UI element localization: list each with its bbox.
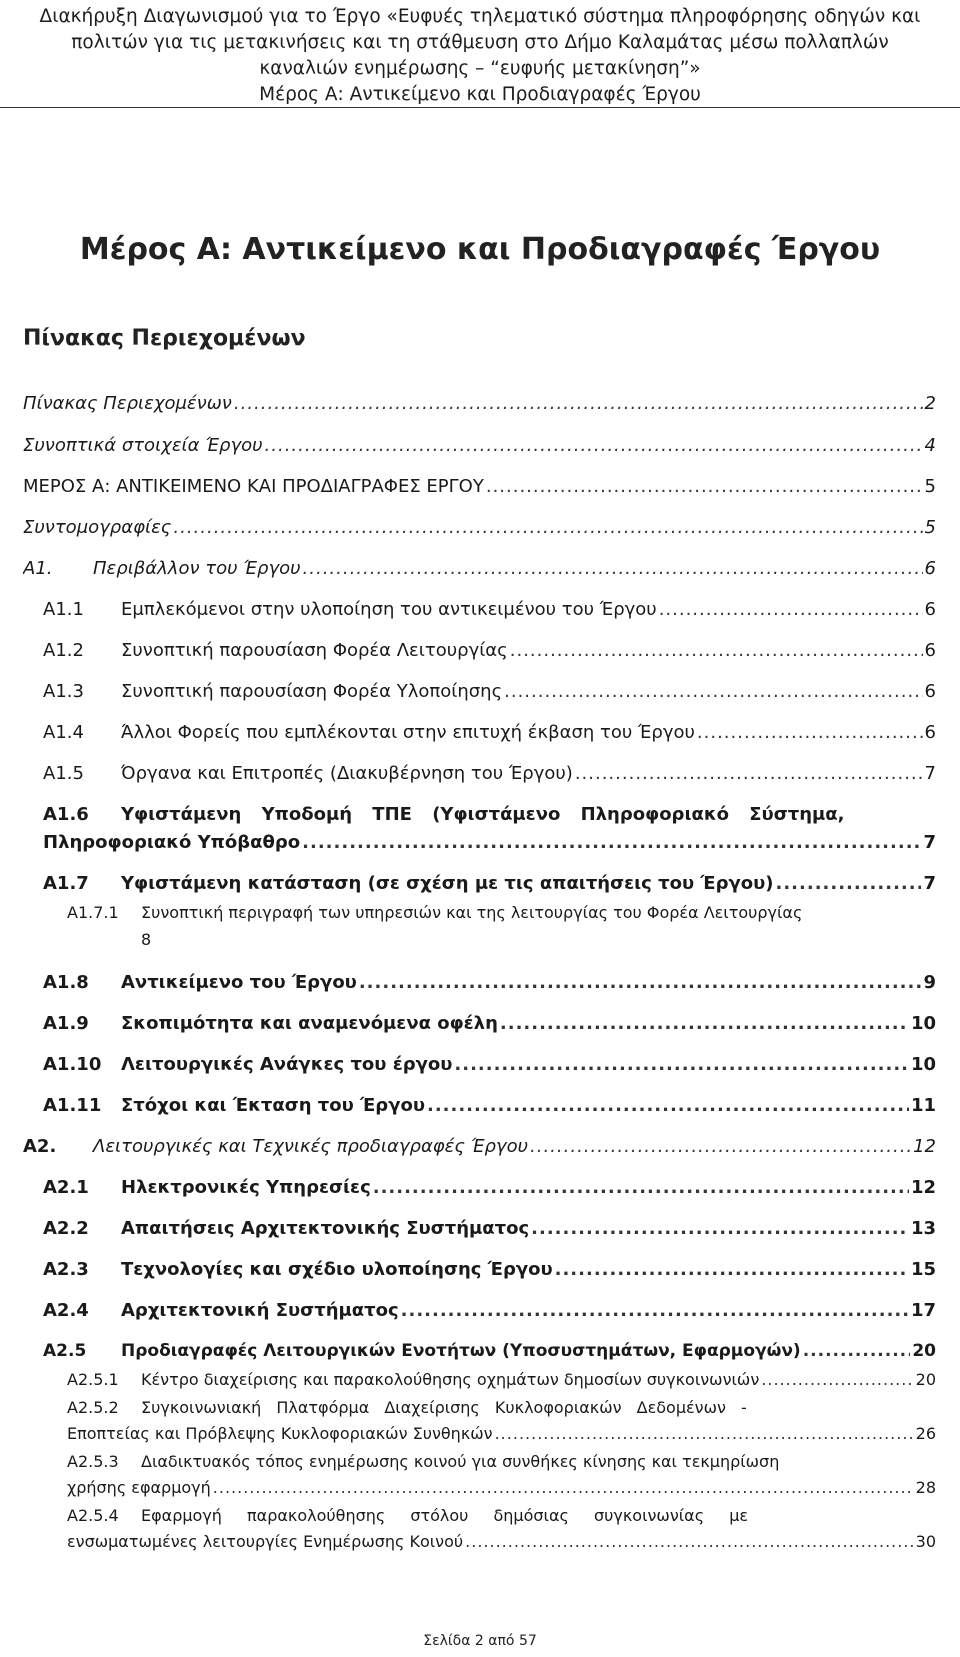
- toc-entry-text: Περιβάλλον του Έργου: [93, 558, 301, 579]
- toc-page-number: 30: [915, 1532, 936, 1551]
- toc-leader: [359, 972, 922, 993]
- toc-entry[interactable]: [23, 763, 936, 789]
- toc-entry-text: Συνοπτική παρουσίαση Φορέα Λειτουργίας: [121, 640, 508, 661]
- toc-leader: [465, 1532, 913, 1551]
- toc-leader: [265, 435, 923, 456]
- toc-leader: [302, 832, 921, 853]
- toc-page-number: 6: [924, 681, 936, 702]
- toc-page-number: 6: [924, 640, 936, 661]
- toc-entry-number: Α1.7: [43, 873, 89, 894]
- toc-entry[interactable]: [23, 1095, 936, 1121]
- toc-page-number: 6: [924, 599, 936, 620]
- toc-entry-text: Ηλεκτρονικές Υπηρεσίες: [121, 1177, 371, 1198]
- toc-page-number: 28: [915, 1478, 936, 1497]
- toc-entry[interactable]: [23, 1259, 936, 1285]
- toc-leader: [575, 763, 923, 784]
- toc-entry[interactable]: [23, 804, 936, 830]
- toc-leader: [213, 1478, 914, 1497]
- toc-entry-number: Α2.5.3: [67, 1452, 119, 1471]
- toc-entry[interactable]: [23, 1218, 936, 1244]
- toc-entry-text: χρήσης εφαρμογή: [67, 1478, 211, 1497]
- toc-entry-number: Α1.: [23, 558, 53, 579]
- toc-entry-text: Απαιτήσεις Αρχιτεκτονικής Συστήματος: [121, 1218, 530, 1239]
- toc-entry-number: Α1.9: [43, 1013, 89, 1034]
- toc-entry-text: Υφιστάμενη Υποδομή ΤΠΕ (Υφιστάμενο Πληροφοριακό Σύστημα,: [121, 804, 845, 825]
- toc-entry-text: Πληροφοριακό Υπόβαθρο: [43, 832, 301, 853]
- toc-entry[interactable]: [23, 1177, 936, 1203]
- toc-leader: [500, 1013, 909, 1034]
- toc-leader: [555, 1259, 909, 1280]
- toc-entry-continuation[interactable]: [23, 1478, 936, 1504]
- toc-entry[interactable]: [23, 903, 936, 929]
- toc-entry[interactable]: [23, 599, 936, 625]
- toc-entry-number: Α2.: [23, 1136, 57, 1157]
- toc-entry-number: Α2.5.2: [67, 1398, 119, 1417]
- toc-entry-continuation[interactable]: [23, 1424, 936, 1450]
- toc-leader: [530, 1136, 911, 1157]
- toc-entry-text: Συντομογραφίες: [23, 517, 172, 538]
- toc-entry[interactable]: [23, 1054, 936, 1080]
- toc-leader: [697, 722, 923, 743]
- toc-leader: [401, 1300, 909, 1321]
- toc-entry[interactable]: [23, 1398, 936, 1424]
- toc-page-number: 10: [910, 1054, 936, 1075]
- toc-entry-text: Διαδικτυακός τόπος ενημέρωσης κοινού για συνθήκες κίνησης και τεκμηρίωση: [141, 1452, 780, 1471]
- toc-leader: [373, 1177, 909, 1198]
- toc-entry-number: Α1.7.1: [67, 903, 119, 922]
- toc-page-number: 6: [924, 558, 936, 579]
- toc-entry-number: Α2.1: [43, 1177, 89, 1198]
- toc-leader: [486, 476, 923, 497]
- toc-page-number: 9: [923, 972, 936, 993]
- toc-leader: [659, 599, 923, 620]
- toc-leader: [504, 681, 922, 702]
- toc-page-number: 6: [924, 722, 936, 743]
- toc-entry[interactable]: [23, 1506, 936, 1532]
- toc-entry[interactable]: [23, 558, 936, 584]
- toc-leader: [427, 1095, 909, 1116]
- toc-entry[interactable]: [23, 1300, 936, 1326]
- toc-page-number: 13: [910, 1218, 936, 1239]
- toc-entry-text: Αντικείμενο του Έργου: [121, 972, 357, 993]
- toc-page-number: 5: [924, 476, 936, 497]
- toc-page-number[interactable]: 8: [141, 930, 152, 949]
- toc-entry[interactable]: [23, 873, 936, 899]
- toc-leader: [173, 517, 922, 538]
- toc-entry-number: Α1.2: [43, 640, 84, 661]
- toc-entry-text: Κέντρο διαχείρισης και παρακολούθησης οχημάτων δημοσίων συγκοινωνιών: [141, 1370, 760, 1389]
- toc-entry-text: Εφαρμογή παρακολούθησης στόλου δημόσιας συγκοινωνίας με: [141, 1506, 749, 1525]
- toc-entry-number: Α2.3: [43, 1259, 89, 1280]
- toc-entry-number: Α1.8: [43, 972, 89, 993]
- toc-page-number: 20: [915, 1370, 936, 1389]
- toc-entry-text: Πίνακας Περιεχομένων: [23, 393, 232, 414]
- toc-entry[interactable]: [23, 722, 936, 748]
- toc-entry-number: Α2.5.4: [67, 1506, 119, 1525]
- toc-entry-text: Συγκοινωνιακή Πλατφόρμα Διαχείρισης Κυκλοφοριακών Δεδομένων -: [141, 1398, 747, 1417]
- toc-entry[interactable]: [23, 1452, 936, 1478]
- toc-entry-text: Όργανα και Επιτροπές (Διακυβέρνηση του Έργου): [121, 763, 573, 784]
- toc-entry[interactable]: [23, 435, 936, 461]
- header-line-4: Μέρος Α: Αντικείμενο και Προδιαγραφές Έργου: [259, 84, 701, 105]
- toc-entry-text: Λειτουργικές και Τεχνικές προδιαγραφές Έργου: [93, 1136, 529, 1157]
- toc-page-number: 11: [910, 1095, 936, 1116]
- toc-entry-text: Υφιστάμενη κατάσταση (σε σχέση με τις απαιτήσεις του Έργου): [121, 873, 774, 894]
- toc-page-number: 2: [924, 393, 936, 414]
- toc-entry-number: Α2.2: [43, 1218, 89, 1239]
- toc-entry-number: Α1.10: [43, 1054, 102, 1075]
- toc-page-number: 7: [923, 873, 936, 894]
- toc-page-number: 12: [910, 1177, 936, 1198]
- toc-page-number: 26: [915, 1424, 936, 1443]
- toc-entry-continuation[interactable]: [23, 832, 936, 858]
- toc-entry-continuation[interactable]: [23, 1532, 936, 1558]
- toc-entry-text: Συνοπτική περιγραφή των υπηρεσιών και της λειτουργίας του Φορέα Λειτουργίας: [141, 903, 803, 922]
- toc-entry[interactable]: [23, 1013, 936, 1039]
- toc-entry[interactable]: [23, 393, 936, 419]
- page-footer: Σελίδα 2 από 57: [423, 1633, 537, 1649]
- toc-entry-text: Εποπτείας και Πρόβλεψης Κυκλοφοριακών Συνθηκών: [67, 1424, 493, 1443]
- toc-entry-text: Σκοπιμότητα και αναμενόμενα οφέλη: [121, 1013, 498, 1034]
- toc-leader: [761, 1370, 913, 1389]
- toc-entry-text: Συνοπτική παρουσίαση Φορέα Υλοποίησης: [121, 681, 503, 702]
- toc-leader: [495, 1424, 914, 1443]
- toc-entry-number: Α1.4: [43, 722, 84, 743]
- toc-entry-text: Στόχοι και Έκταση του Έργου: [121, 1095, 425, 1116]
- toc-entry-number: Α2.5: [43, 1341, 87, 1361]
- toc-leader: [454, 1054, 909, 1075]
- toc-entry[interactable]: [23, 681, 936, 707]
- toc-entry-number: Α2.4: [43, 1300, 89, 1321]
- toc-entry-number: Α1.1: [43, 599, 84, 620]
- document-header: [0, 0, 960, 108]
- toc-entry-number: Α1.11: [43, 1095, 102, 1116]
- toc-leader: [234, 393, 923, 414]
- toc-page-number: 17: [910, 1300, 936, 1321]
- header-line-1: Διακήρυξη Διαγωνισμού για το Έργο «Ευφυές τηλεματικό σύστημα πληροφόρησης οδηγών και: [39, 6, 921, 27]
- toc-page-number: 20: [912, 1341, 936, 1361]
- toc-page-number: 10: [910, 1013, 936, 1034]
- toc-entry-text: Προδιαγραφές Λειτουργικών Ενοτήτων (Υποσυστημάτων, Εφαρμογών): [121, 1341, 801, 1361]
- toc-entry-number: Α1.5: [43, 763, 84, 784]
- toc-entry[interactable]: [23, 640, 936, 666]
- page-title: Μέρος Α: Αντικείμενο και Προδιαγραφές Έργου: [79, 232, 881, 267]
- toc-leader: [303, 558, 923, 579]
- toc-entry[interactable]: [23, 476, 936, 502]
- toc-page-number: 7: [924, 763, 936, 784]
- toc-page-number: 15: [910, 1259, 936, 1280]
- toc-entry[interactable]: [23, 517, 936, 543]
- toc-entry[interactable]: [23, 972, 936, 998]
- toc-page-number: 5: [924, 517, 936, 538]
- toc-entry[interactable]: [23, 1136, 936, 1162]
- toc-leader: [803, 1341, 911, 1361]
- toc-page-number: 7: [923, 832, 936, 853]
- toc-entry-text: Συνοπτικά στοιχεία Έργου: [23, 435, 263, 456]
- toc-entry[interactable]: [23, 1341, 936, 1367]
- toc-entry-text: Λειτουργικές Ανάγκες του έργου: [121, 1054, 453, 1075]
- toc-leader: [776, 873, 922, 894]
- header-line-3: καναλιών ενημέρωσης – “ευφυής μετακίνηση”»: [259, 58, 701, 79]
- header-divider: [0, 107, 960, 108]
- toc-entry-text: Εμπλεκόμενοι στην υλοποίηση του αντικειμένου του Έργου: [121, 599, 657, 620]
- header-line-2: πολιτών για τις μετακινήσεις και τη στάθμευση στο Δήμο Καλαμάτας μέσω πολλαπλών: [71, 32, 889, 53]
- toc-entry-number: Α2.5.1: [67, 1370, 119, 1389]
- toc-entry-number: Α1.6: [43, 804, 89, 825]
- toc-leader: [510, 640, 923, 661]
- toc-entry-text: Αρχιτεκτονική Συστήματος: [121, 1300, 399, 1321]
- toc-entry-text: ενσωματωμένες λειτουργίες Ενημέρωσης Κοινού: [67, 1532, 464, 1551]
- toc-entry-text: Τεχνολογίες και σχέδιο υλοποίησης Έργου: [121, 1259, 553, 1280]
- toc-entry[interactable]: [23, 1370, 936, 1396]
- toc-page-number: 12: [913, 1136, 936, 1157]
- toc-entry-text: ΜΕΡΟΣ Α: ΑΝΤΙΚΕΙΜΕΝΟ ΚΑΙ ΠΡΟΔΙΑΓΡΑΦΕΣ ΕΡΓΟΥ: [23, 476, 484, 497]
- toc-entry-number: Α1.3: [43, 681, 84, 702]
- toc-leader: [531, 1218, 909, 1239]
- toc-heading: Πίνακας Περιεχομένων: [23, 326, 306, 351]
- toc-page-number: 4: [924, 435, 936, 456]
- toc-entry-text: Άλλοι Φορείς που εμπλέκονται στην επιτυχή έκβαση του Έργου: [121, 722, 695, 743]
